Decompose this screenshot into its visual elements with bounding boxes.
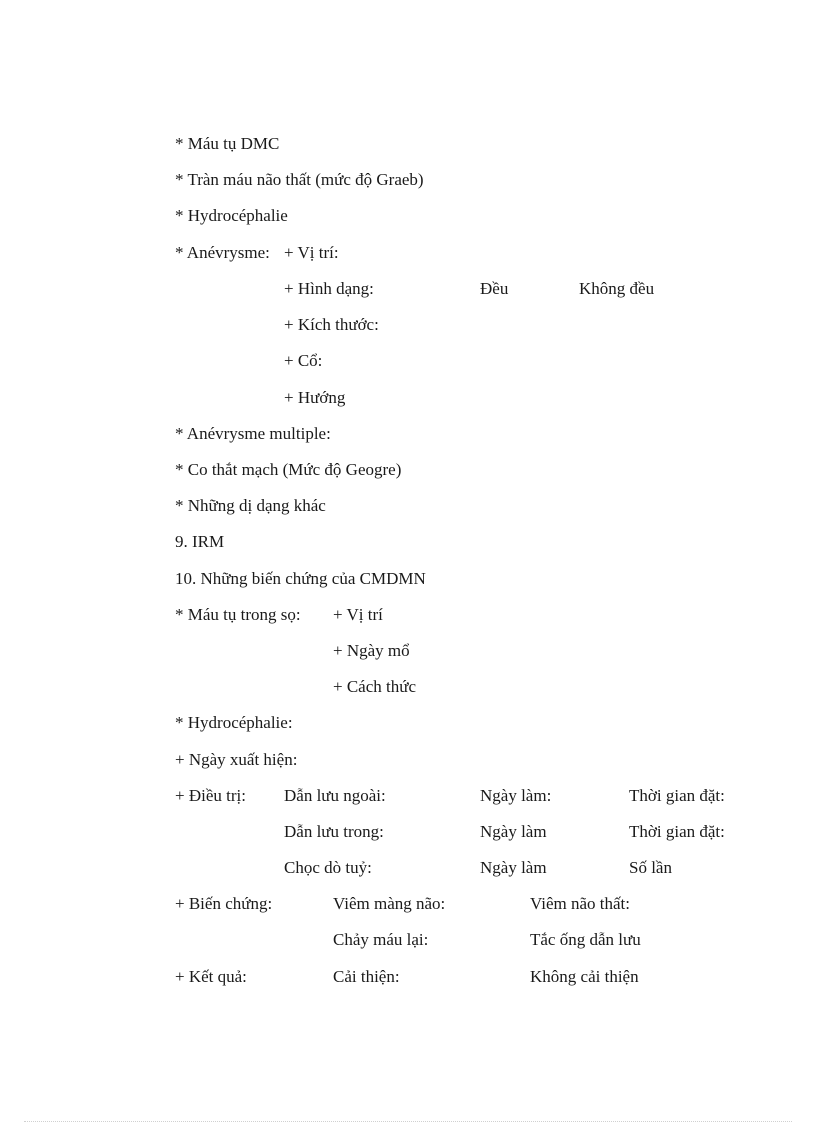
viem-mang-nao: Viêm màng não: <box>333 894 446 913</box>
page-bottom-divider <box>24 1121 792 1122</box>
dan-luu-ngoai: Dẫn lưu ngoài: <box>284 786 386 805</box>
anevrysme-hinh-dang: + Hình dạng: <box>284 279 374 298</box>
mau-tu-ngay-mo: + Ngày mổ <box>333 641 410 660</box>
anevrysme-vi-tri: + Vị trí: <box>284 243 339 262</box>
viem-nao-that: Viêm não thất: <box>530 894 631 913</box>
chay-mau-lai: Chảy máu lại: <box>333 930 429 949</box>
ngay-lam-1: Ngày làm: <box>480 786 552 805</box>
item-di-dang-khac: * Những dị dạng khác <box>175 496 326 515</box>
item-anevrysme-multiple: * Anévrysme multiple: <box>175 424 331 443</box>
ngay-lam-2: Ngày làm <box>480 822 547 841</box>
item-hydrocephalie-2: * Hydrocéphalie: <box>175 713 293 732</box>
ngay-lam-3: Ngày làm <box>480 858 547 877</box>
khong-cai-thien: Không cải thiện <box>530 967 639 986</box>
hydro-dieu-tri: + Điều trị: <box>175 786 246 805</box>
dan-luu-trong: Dẫn lưu trong: <box>284 822 384 841</box>
thoi-gian-dat-2: Thời gian đặt: <box>629 822 725 841</box>
cai-thien: Cải thiện: <box>333 967 400 986</box>
so-lan: Số lần <box>629 858 672 877</box>
hinh-dang-khong-deu: Không đều <box>579 279 655 298</box>
tac-ong-dan-luu: Tắc ống dẫn lưu <box>530 930 641 949</box>
mau-tu-cach-thuc: + Cách thức <box>333 677 416 696</box>
thoi-gian-dat-1: Thời gian đặt: <box>629 786 725 805</box>
hydro-ket-qua: + Kết quả: <box>175 967 247 986</box>
heading-irm: 9. IRM <box>175 532 225 551</box>
hydro-ngay-xuat-hien: + Ngày xuất hiện: <box>175 750 298 769</box>
item-tran-mau-nao-that: * Tràn máu não thất (mức độ Graeb) <box>175 170 424 189</box>
hydro-bien-chung: + Biến chứng: <box>175 894 273 913</box>
choc-do-tuy: Chọc dò tuỷ: <box>284 858 372 877</box>
anevrysme-huong: + Hướng <box>284 388 346 407</box>
item-mau-tu-trong-so: * Máu tụ trong sọ: <box>175 605 301 624</box>
item-mau-tu-dmc: * Máu tụ DMC <box>175 134 280 153</box>
item-anevrysme-label: * Anévrysme: <box>175 243 270 262</box>
anevrysme-kich-thuoc: + Kích thước: <box>284 315 379 334</box>
hinh-dang-deu: Đều <box>480 279 509 298</box>
mau-tu-vi-tri: + Vị trí <box>333 605 383 624</box>
item-hydrocephalie: * Hydrocéphalie <box>175 206 288 225</box>
item-co-that-mach: * Co thắt mạch (Mức độ Geogre) <box>175 460 402 479</box>
heading-bien-chung: 10. Những biến chứng của CMDMN <box>175 569 426 588</box>
anevrysme-co: + Cổ: <box>284 351 323 370</box>
